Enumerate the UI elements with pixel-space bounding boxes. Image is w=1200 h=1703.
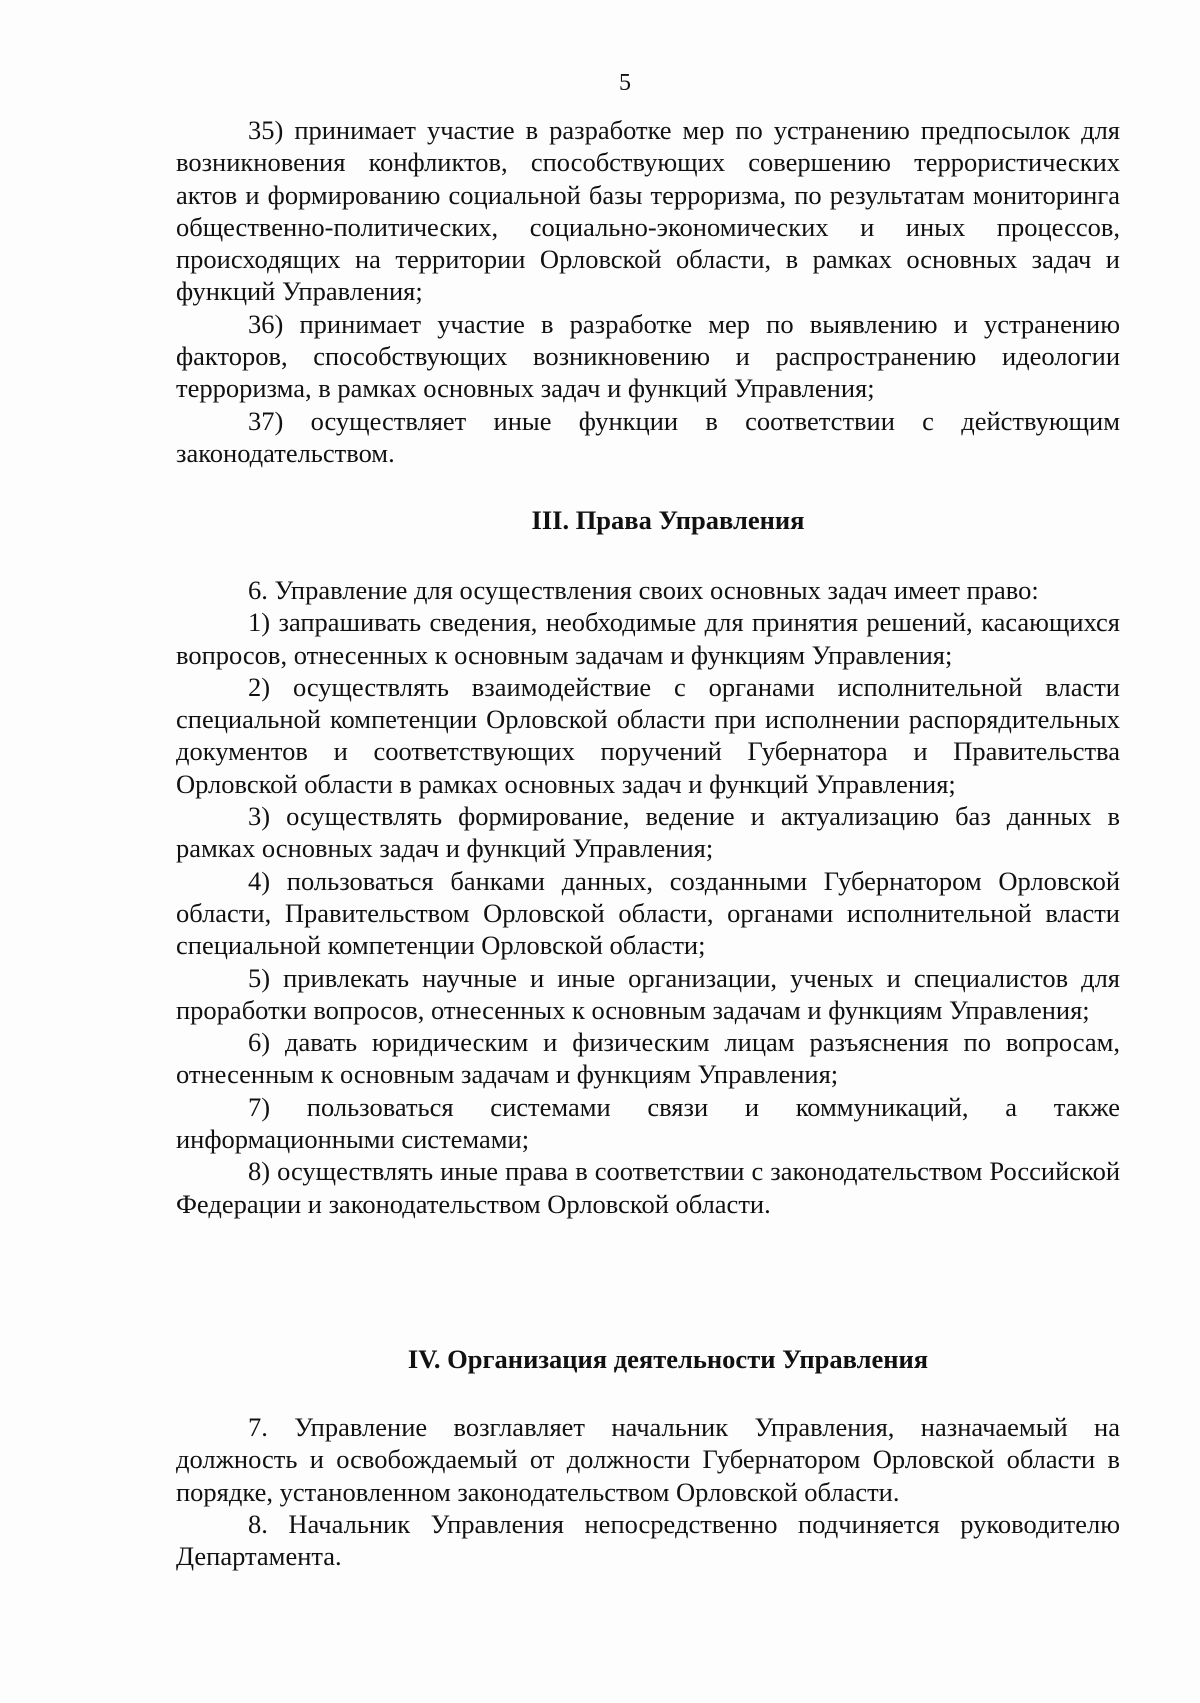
rights-section [176,574,1120,1220]
functions-list-continuation [176,114,1120,469]
paragraph-right-1: 1) запрашивать сведения, необходимые для принятия решений, касающихся вопросов, отнесенных к основным задачам и функциям Управления; [176,607,1120,670]
organization-section [176,1411,1120,1572]
page-number: 5 [619,70,631,96]
paragraph-item-36: 36) принимает участие в разработке мер по выявлению и устранению факторов, способствующих возникновению и распространению идеологии терроризма, в рамках основных задач и функций Управления; [176,308,1120,404]
paragraph-right-8: 8) осуществлять иные права в соответствии с законодательством Российской Федерации и законодательством Орловской области. [176,1156,1120,1219]
paragraph-item-37: 37) осуществляет иные функции в соответствии с действующим законодательством. [176,405,1120,468]
paragraph-clause-7: 7. Управление возглавляет начальник Управления, назначаемый на должность и освобождаемый от должности Губернатором Орловской области в порядке, установленном законодательством Орловской области. [176,1412,1120,1507]
paragraph-right-4: 4) пользоваться банками данных, созданными Губернатором Орловской области, Правительством Орловской области, органами исполнительной власти специальной компетенции Орловской области; [176,865,1120,961]
paragraph-right-5: 5) привлекать научные и иные организации, ученых и специалистов для проработки вопросов, отнесенных к основным задачам и функциям Управления; [176,962,1120,1025]
paragraph-right-2: 2) осуществлять взаимодействие с органами исполнительной власти специальной компетенции Орловской области при исполнении распорядительных документов и соответствующих поручений Губернатора и Правительства Орловской области в рамках основных задач и функций Управления; [176,671,1120,799]
paragraph-right-7: 7) пользоваться системами связи и коммуникаций, а также информационными системами; [176,1091,1120,1155]
section-heading-rights: III. Права Управления [531,505,805,535]
paragraph-right-3: 3) осуществлять формирование, ведение и актуализацию баз данных в рамках основных задач и функций Управления; [176,801,1120,864]
section-heading-organization: IV. Организация деятельности Управления [407,1344,929,1374]
paragraph-item-35: 35) принимает участие в разработке мер по устранению предпосылок для возникновения конфликтов, способствующих совершению террористических актов и формированию социальной базы терроризма, по результатам мониторинга общественно-политических, социально-экономических и иных процессов, происходящих на территории Орловской области, в рамках основных задач и функций Управления; [176,115,1120,307]
paragraph-clause-6: 6. Управление для осуществления своих основных задач имеет право: [248,575,1039,605]
paragraph-clause-8: 8. Начальник Управления непосредственно подчиняется руководителю Департамента. [176,1508,1120,1572]
paragraph-right-6: 6) давать юридическим и физическим лицам разъяснения по вопросам, отнесенным к основным задачам и функциям Управления; [176,1027,1120,1090]
